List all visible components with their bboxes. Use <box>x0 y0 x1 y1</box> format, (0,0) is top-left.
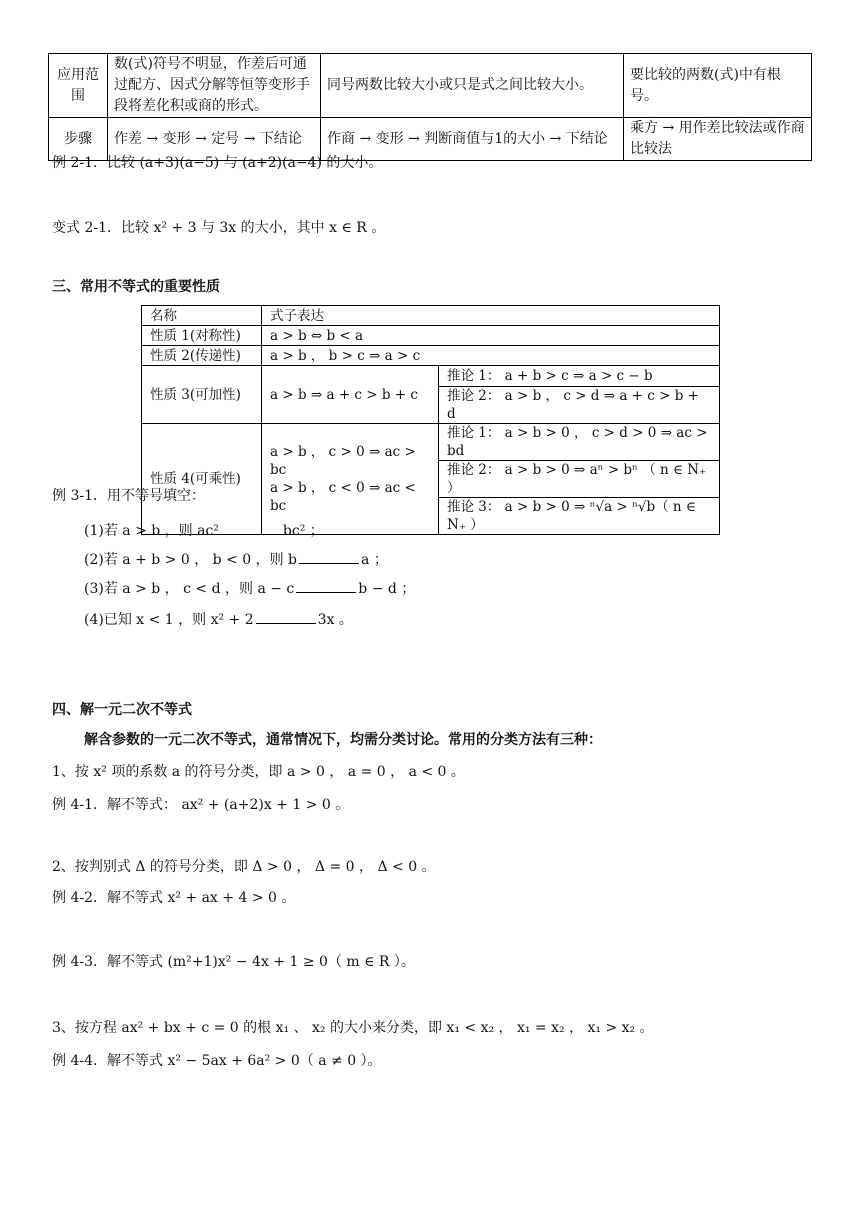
property-3-name: 性质 3(可加性) <box>142 366 262 424</box>
property-4-corollary-2: 推论 2： a > b > 0 ⇒ aⁿ > bⁿ （ n ∈ N₊ ） <box>439 461 720 498</box>
example-4-2: 例 4-2．解不等式 x² + ax + 4 > 0 。 <box>52 890 296 906</box>
property-4-expr <box>262 424 439 535</box>
property-4-corollary-1: 推论 1： a > b > 0 ， c > d > 0 ⇒ ac > bd <box>439 424 720 461</box>
answer-blank-2[interactable] <box>299 549 359 564</box>
property-2-expr: a > b ， b > c ⇒ a > c <box>262 346 720 366</box>
fill-item-1-tail: bc² ； <box>282 523 324 539</box>
property-4-expr-1: a > b ， c > 0 ⇒ ac > bc <box>270 444 416 478</box>
cell-power-steps: 乘方 → 用作差比较法或作商比较法 <box>624 118 812 161</box>
inequality-properties-table <box>141 305 720 535</box>
fill-item-4-tail: 3x 。 <box>317 612 353 628</box>
property-1-expr: a > b ⇔ b < a <box>262 326 720 346</box>
property-3-corollary-2: 推论 2： a > b ， c > d ⇒ a + c > b + d <box>439 387 720 424</box>
cell-quotient-steps: 作商 → 变形 → 判断商值与1的大小 → 下结论 <box>321 118 624 161</box>
section-4-title: 四、解一元二次不等式 <box>52 702 192 718</box>
section-4-intro: 解含参数的一元二次不等式，通常情况下，均需分类讨论。常用的分类方法有三种： <box>84 732 602 748</box>
comparison-method-table <box>48 53 812 161</box>
fill-item-3-lead: (3)若 a > b ， c < d ，则 a − c <box>84 581 295 597</box>
method-3: 3、按方程 ax² + bx + c = 0 的根 x₁ 、 x₂ 的大小来分类，即 x₁ < x₂ ， x₁ = x₂ ， x₁ > x₂ 。 <box>52 1020 654 1036</box>
variant-2-1: 变式 2-1．比较 x² + 3 与 3x 的大小，其中 x ∈ R 。 <box>52 220 386 236</box>
header-expression: 式子表达 <box>262 306 720 326</box>
answer-blank-1[interactable] <box>221 520 281 535</box>
property-4-expr-2: a > b ， c < 0 ⇒ ac < bc <box>270 480 416 514</box>
fill-item-3 <box>84 578 415 599</box>
method-2: 2、按判别式 Δ 的符号分类，即 Δ > 0 ， Δ = 0 ， Δ < 0 。 <box>52 859 436 875</box>
property-2-name: 性质 2(传递性) <box>142 346 262 366</box>
row-label-steps: 步骤 <box>49 118 108 161</box>
row-label-scope: 应用范围 <box>49 54 108 118</box>
example-3-1: 例 3-1．用不等号填空： <box>52 488 205 504</box>
fill-item-1-lead: (1)若 a > b ，则 ac² <box>84 523 219 539</box>
method-1: 1、按 x² 项的系数 a 的符号分类，即 a > 0 ， a = 0 ， a < 0 。 <box>52 764 465 780</box>
example-2-1: 例 2-1．比较 (a+3)(a−5) 与 (a+2)(a−4) 的大小。 <box>52 155 383 171</box>
fill-item-3-tail: b − d ； <box>358 581 416 597</box>
cell-diff-scope: 数(式)符号不明显，作差后可通过配方、因式分解等恒等变形手段将差化积或商的形式。 <box>108 54 321 118</box>
cell-power-scope: 要比较的两数(式)中有根号。 <box>624 54 812 118</box>
example-4-4: 例 4-4．解不等式 x² − 5ax + 6a² > 0（ a ≠ 0 ）。 <box>52 1053 382 1069</box>
example-4-3: 例 4-3．解不等式 (m²+1)x² − 4x + 1 ≥ 0（ m ∈ R ）。 <box>52 954 415 970</box>
answer-blank-4[interactable] <box>256 609 316 624</box>
property-3-expr: a > b ⇒ a + c > b + c <box>262 366 439 424</box>
header-name: 名称 <box>142 306 262 326</box>
fill-item-2-lead: (2)若 a + b > 0 ， b < 0 ，则 b <box>84 552 298 568</box>
fill-item-4 <box>84 609 353 630</box>
fill-item-2-tail: a ； <box>361 552 388 568</box>
cell-quotient-scope: 同号两数比较大小或只是式之间比较大小。 <box>321 54 624 118</box>
fill-item-4-lead: (4)已知 x < 1 ，则 x² + 2 <box>84 612 254 628</box>
property-3-corollary-1: 推论 1： a + b > c ⇒ a > c − b <box>439 366 720 387</box>
example-4-1: 例 4-1．解不等式： ax² + (a+2)x + 1 > 0 。 <box>52 797 350 813</box>
cell-diff-steps: 作差 → 变形 → 定号 → 下结论 <box>108 118 321 161</box>
section-3-title: 三、常用不等式的重要性质 <box>52 279 220 295</box>
property-4-corollary-3: 推论 3： a > b > 0 ⇒ ⁿ√a > ⁿ√b（ n ∈ N₊ ） <box>439 498 720 535</box>
fill-item-1 <box>84 520 324 541</box>
property-1-name: 性质 1(对称性) <box>142 326 262 346</box>
fill-item-2 <box>84 549 388 570</box>
property-4-name: 性质 4(可乘性) <box>142 424 262 535</box>
answer-blank-3[interactable] <box>296 578 356 593</box>
